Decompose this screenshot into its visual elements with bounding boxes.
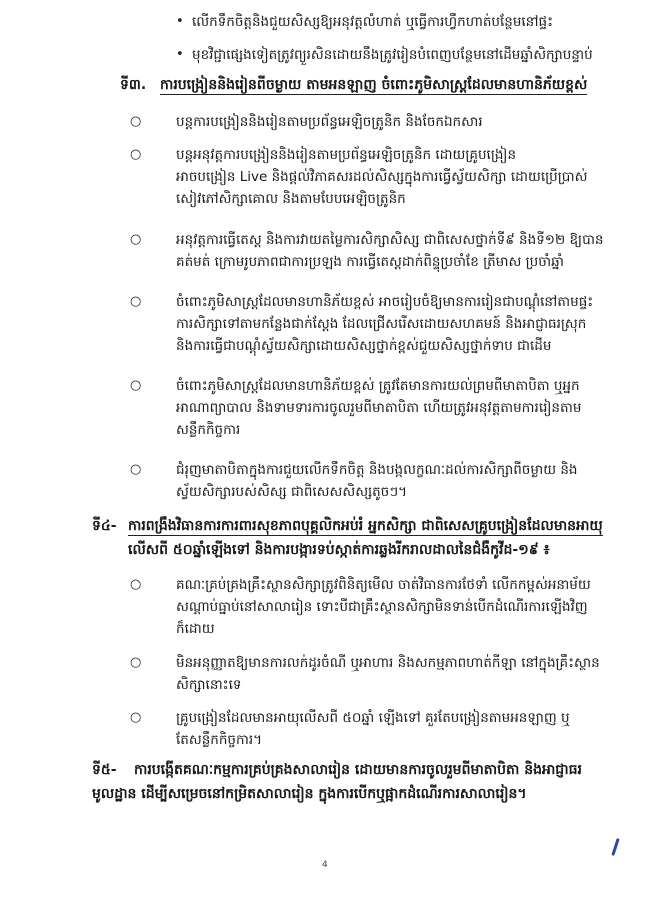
bullet-text: ក៏ដោយ	[176, 621, 215, 637]
bullet-text: មិនអនុញ្ញាតឱ្យមានការលក់ដូរចំណី ឬអាហារ និងសកម្មភាពហាត់កីឡា នៅក្នុងគ្រឹះស្ថាន	[176, 655, 600, 671]
section-number: ទី៣.	[120, 77, 147, 93]
hollow-bullet-icon: ○	[130, 147, 142, 162]
bullet-text: សណ្តាប់ធ្នាប់នៅសាលារៀន ទោះបីជាគ្រឹះស្ថានសិក្សាមិនទាន់បើកដំណើរការឡើងវិញ	[176, 599, 588, 615]
bullet-text: គណៈគ្រប់គ្រងគ្រឹះស្ថានសិក្សាត្រូវពិនិត្យមើល ចាត់វិធានការថែទាំ លើកកម្ពស់អនាម័យ	[176, 577, 591, 593]
bullet-text: មុខវិជ្ជាផ្សេងទៀតត្រូវព្យួរសិនដោយនឹងត្រូវរៀនបំពេញបន្ថែមនៅដើមឆ្នាំសិក្សាបន្ទាប់	[192, 47, 593, 63]
section-heading-line: ការបង្កើតគណៈកម្មការគ្រប់គ្រងសាលារៀន ដោយមានការចូលរួមពីមាតាបិតា និងអាជ្ញាធរ	[134, 762, 582, 778]
section-heading-line: មូលដ្ឋាន ដើម្បីសម្រេចនៅកម្រិតសាលារៀន ក្នុងការបើកឬផ្អាកដំណើរការសាលារៀន។	[92, 786, 527, 802]
bullet-text: ការសិក្សាទៅតាមកន្លែងជាក់ស្តែង ដែលជ្រើសរើសដោយសហគមន៍ និងអាជ្ញាធរស្រុក	[176, 316, 587, 332]
bullet-text: និងការធ្វើជាបណ្តុំស្វ័យសិក្សាដោយសិស្សថ្នាក់ខ្ពស់ជួយសិស្សថ្នាក់ទាប ជាដើម	[176, 338, 552, 354]
hollow-bullet-icon: ○	[130, 294, 142, 309]
bullet-dot: •	[176, 47, 184, 62]
bullet-text: សៀវភៅសិក្សាគោល និងតាមបែបអេឡិចត្រូនិក	[176, 191, 406, 207]
hollow-bullet-icon: ○	[130, 710, 142, 725]
bullet-text: ស្វ័យសិក្សារបស់សិស្ស ជាពិសេសសិស្សតូចៗ។	[176, 484, 408, 500]
hollow-bullet-icon: ○	[130, 577, 142, 592]
hollow-bullet-icon: ○	[130, 114, 142, 129]
bullet-text: លើកទឹកចិត្តនិងជួយសិស្សឱ្យអនុវត្តលំហាត់ ឬធ្វើការហ្វឹកហាត់បន្ថែមនៅផ្ទះ	[192, 14, 554, 30]
bullet-text: គត់មត់ ក្រោមរូបភាពជាការប្រឡង ការធ្វើតេស្តដាក់ពិន្ទុប្រចាំខែ ត្រីមាស ប្រចាំឆ្នាំ	[176, 254, 564, 270]
hollow-bullet-icon: ○	[130, 232, 142, 247]
bullet-text: អាចបង្រៀន Live និងផ្ដល់វិភាគសរដល់សិស្សក្នុងការធ្វើស្វ័យសិក្សា ដោយប្រើប្រាស់	[176, 169, 588, 185]
hollow-bullet-icon: ○	[130, 462, 142, 477]
pen-mark-icon	[611, 838, 619, 856]
bullet-dot: •	[176, 14, 184, 29]
bullet-text: អនុវត្តការធ្វើតេស្ត និងការវាយតម្លៃការសិក្សាសិស្ស ជាពិសេសថ្នាក់ទី៩ និងទី១២ ឱ្យបាន	[176, 232, 604, 248]
bullet-text: តែសន្លឹកកិច្ចការ។	[176, 732, 263, 748]
section-heading-line	[128, 516, 618, 536]
section-number: ទី៤-	[92, 518, 117, 534]
hollow-bullet-icon: ○	[130, 378, 142, 393]
bullet-text: អាណាព្យាបាល និងទាមទារការចូលរួមពីមាតាបិតា ហើយត្រូវអនុវត្តតាមការរៀនតាម	[176, 400, 582, 416]
bullet-text: ចំពោះភូមិសាស្ត្រដែលមានហានិភ័យខ្ពស់ ត្រូវតែមានការយល់ព្រមពីមាតាបិតា ឬអ្នក	[176, 378, 580, 394]
bullet-text: ចំពោះភូមិសាស្ត្រដែលមានហានិភ័យខ្ពស់ អាចរៀបចំឱ្យមានការរៀនជាបណ្តុំនៅតាមផ្ទះ	[176, 294, 594, 310]
section-heading-line: លើសពី ៥០ឆ្នាំឡើងទៅ និងការបង្ការទប់ស្កាត់ការឆ្លងរីករាលដាលនៃជំងឺកូវីដ-១៩ ៖	[128, 542, 550, 558]
bullet-text: បន្តការបង្រៀននិងរៀនតាមប្រព័ន្ធអេឡិចត្រូនិក និងចែកឯកសារ	[176, 114, 483, 130]
bullet-text: គ្រូបង្រៀនដែលមានអាយុលើសពី ៥០ឆ្នាំ ឡើងទៅ គួរតែបង្រៀនតាមអនឡាញ ឬ	[176, 710, 570, 726]
hollow-bullet-icon: ○	[130, 655, 142, 670]
bullet-text: បន្តអនុវត្តការបង្រៀននិងរៀនតាមប្រព័ន្ធអេឡិចត្រូនិក ដោយគ្រូបង្រៀន	[176, 147, 517, 163]
section-title: ការបង្រៀននិងរៀនពីចម្ងាយ តាមអនឡាញ ចំពោះភូមិសាស្ត្រដែលមានហានិភ័យខ្ពស់	[160, 77, 588, 93]
bullet-text: ជំរុញមាតាបិតាក្នុងការជួយលើកទឹកចិត្ត និងបង្កលក្ខណៈដល់ការសិក្សាពីចម្ងាយ និង	[176, 462, 578, 478]
section-title: ការពង្រឹងវិធានការការពារសុខភាពបុគ្គលិកអប់រំ អ្នកសិក្សា ជាពិសេសគ្រូបង្រៀនដែលមានអាយុ	[128, 518, 603, 534]
bullet-text: សន្លឹកកិច្ចការ	[176, 422, 241, 438]
page-number: 4	[322, 860, 328, 870]
bullet-text: សិក្សានោះទេ	[176, 677, 242, 693]
section-heading	[160, 75, 610, 95]
section-number: ទី៥-	[92, 762, 117, 778]
